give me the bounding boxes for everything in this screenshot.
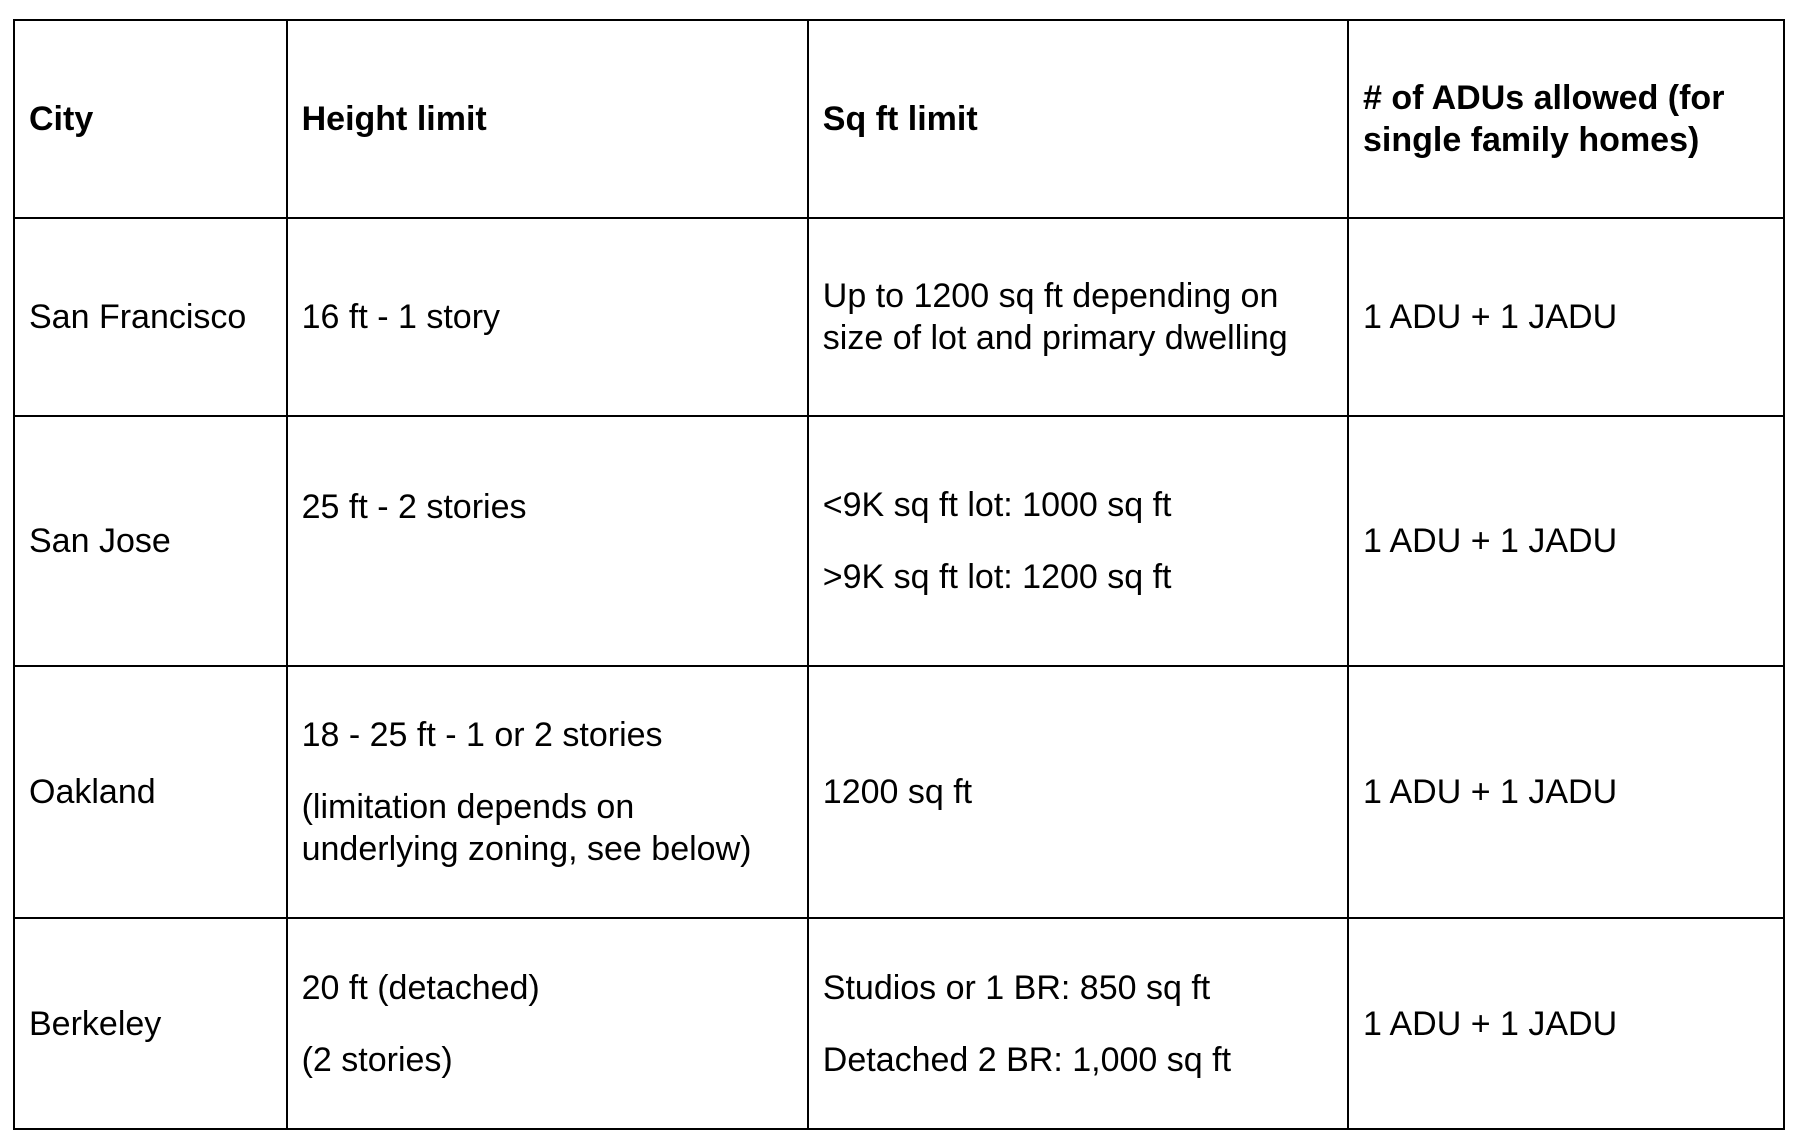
cell-height (287, 218, 808, 416)
table-row (14, 918, 1784, 1129)
cell-sqft-line: <9K sq ft lot: 1000 sq ft (822, 486, 1172, 524)
cell-height (287, 416, 808, 666)
header-height-limit: Height limit (287, 20, 808, 218)
cell-height-line: 25 ft - 2 stories (301, 488, 527, 526)
cell-sqft (808, 416, 1348, 666)
cell-sqft (808, 218, 1348, 416)
header-sqft-limit: Sq ft limit (808, 20, 1348, 218)
cell-sqft-line: Detached 2 BR: 1,000 sq ft (822, 1040, 1232, 1079)
adu-comparison-table (13, 19, 1785, 1130)
table-row (14, 416, 1784, 666)
cell-height-line: (2 stories) (301, 1040, 453, 1079)
cell-city: San Francisco (14, 218, 287, 416)
cell-adus: 1 ADU + 1 JADU (1348, 416, 1784, 666)
cell-height-line: 16 ft - 1 story (301, 298, 501, 336)
cell-height-line: 18 - 25 ft - 1 or 2 stories (301, 716, 663, 754)
cell-adus: 1 ADU + 1 JADU (1348, 918, 1784, 1129)
cell-city: San Jose (14, 416, 287, 666)
cell-sqft-line: >9K sq ft lot: 1200 sq ft (822, 558, 1172, 596)
table-row (14, 218, 1784, 416)
cell-sqft-line: 1200 sq ft (822, 773, 973, 811)
cell-height (287, 918, 808, 1129)
cell-sqft (808, 666, 1348, 918)
cell-adus: 1 ADU + 1 JADU (1348, 666, 1784, 918)
cell-sqft-line: Studios or 1 BR: 850 sq ft (822, 968, 1211, 1007)
header-city: City (14, 20, 287, 218)
cell-height-line: (limitation depends on underlying zoning, see below) (301, 788, 752, 868)
cell-city: Oakland (14, 666, 287, 918)
table-header-row (14, 20, 1784, 218)
cell-sqft (808, 918, 1348, 1129)
cell-city: Berkeley (14, 918, 287, 1129)
table-row (14, 666, 1784, 918)
cell-adus: 1 ADU + 1 JADU (1348, 218, 1784, 416)
cell-height-line: 20 ft (detached) (301, 968, 540, 1007)
header-adus-allowed: # of ADUs allowed (for single family homes) (1348, 20, 1784, 218)
cell-sqft-line: Up to 1200 sq ft depending on size of lot and primary dwelling (822, 277, 1288, 357)
cell-height (287, 666, 808, 918)
